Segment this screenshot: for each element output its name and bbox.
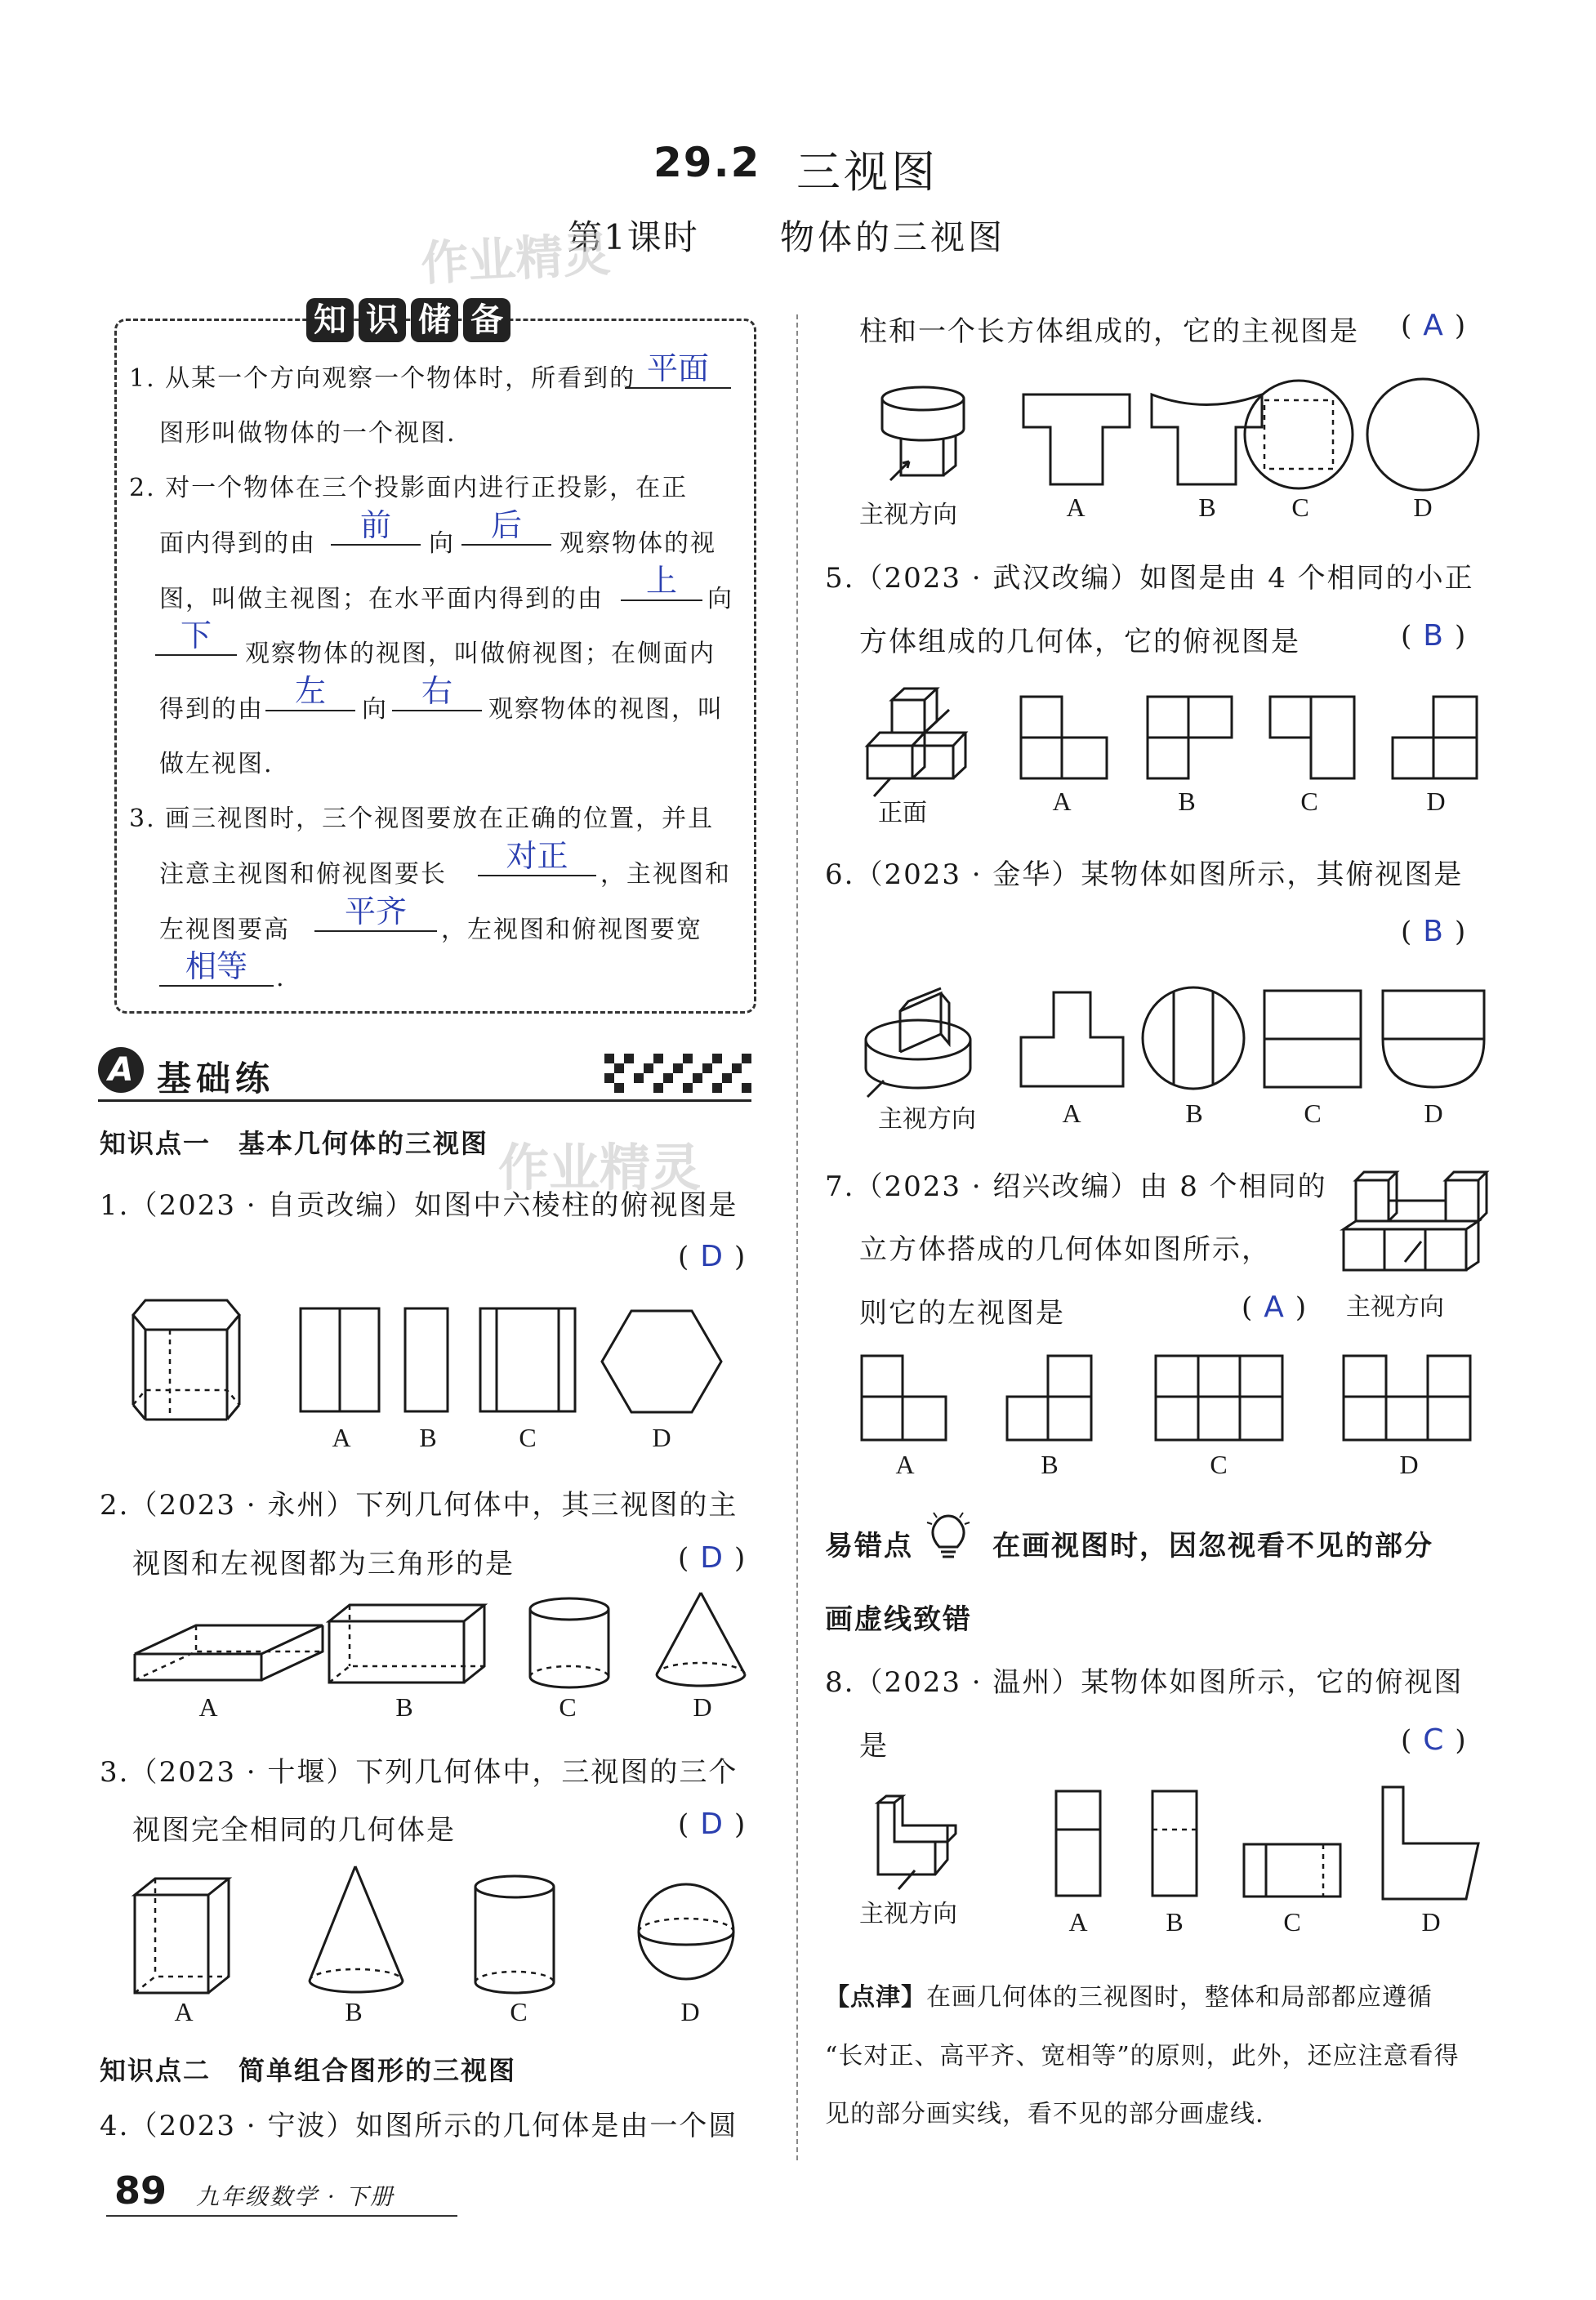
p3-shape-sphere bbox=[637, 1883, 739, 1985]
p5-figure bbox=[859, 682, 974, 805]
p1-label-B: B bbox=[419, 1423, 437, 1452]
p5-option-B bbox=[1144, 693, 1237, 782]
p7-option-C bbox=[1152, 1352, 1286, 1446]
k-q3-line1: 3. 画三视图时，三个视图要放在正确的位置，并且 bbox=[129, 805, 715, 833]
p8-answer-value: C bbox=[1423, 1723, 1446, 1757]
p3-label-D: D bbox=[680, 1997, 700, 2026]
p6-option-C bbox=[1262, 988, 1364, 1090]
p8-text-1: 8.（2023 · 温州）某物体如图所示，它的俯视图 bbox=[825, 1666, 1464, 1699]
p5-text-2: 方体组成的几何体，它的俯视图是 bbox=[859, 626, 1300, 658]
p1-label-A: A bbox=[332, 1423, 351, 1452]
k-q2-line4: 观察物体的视图，叫做俯视图；在侧面内 bbox=[245, 640, 716, 668]
tip-text-1: 在画几何体的三视图时，整体和局部都应遵循 bbox=[926, 1983, 1433, 2012]
lesson-title: 物体的三视图 bbox=[780, 217, 1006, 257]
knowledge-title-char: 备 bbox=[463, 298, 510, 342]
section-number: 29.2 bbox=[653, 139, 761, 186]
k-q2-blank-3: 上 bbox=[621, 562, 702, 601]
p3-shape-cone bbox=[306, 1866, 408, 1997]
k-q2-line3: 图，叫做主视图；在水平面内得到的由 bbox=[159, 585, 604, 613]
p4-label-C: C bbox=[1291, 493, 1309, 522]
p7-option-D bbox=[1340, 1352, 1474, 1446]
k-q3-blank-1: 对正 bbox=[478, 837, 596, 876]
p8-option-B bbox=[1150, 1789, 1199, 1899]
p7-label-B: B bbox=[1041, 1450, 1059, 1479]
k-q2-line5-b: 向 bbox=[362, 695, 388, 724]
p1-option-D bbox=[600, 1311, 723, 1413]
p1-hexprism bbox=[129, 1290, 243, 1433]
k-q2-blank-5: 左 bbox=[265, 672, 355, 711]
p2-text-1: 2.（2023 · 永州）下列几何体中，其三视图的主 bbox=[100, 1489, 738, 1522]
p7-text-2: 立方体搭成的几何体如图所示， bbox=[859, 1233, 1271, 1266]
p6-option-D bbox=[1380, 988, 1487, 1090]
p4-text-2: 柱和一个长方体组成的，它的主视图是 bbox=[859, 315, 1359, 348]
knowledge-title-char: 知 bbox=[306, 298, 354, 342]
p2-label-D: D bbox=[693, 1692, 712, 1722]
p3-answer-value: D bbox=[700, 1807, 724, 1841]
p7-label-C: C bbox=[1210, 1450, 1228, 1479]
p6-main-dir: 主视方向 bbox=[878, 1105, 976, 1134]
p7-answer-value: A bbox=[1264, 1290, 1286, 1324]
p2-text-2: 视图和左视图都为三角形的是 bbox=[132, 1548, 515, 1580]
lightbulb-icon bbox=[927, 1513, 968, 1562]
k-q2-line2-b: 向 bbox=[429, 529, 455, 558]
knowledge-title bbox=[306, 298, 510, 342]
p5-answer: ( B ) bbox=[1401, 619, 1468, 653]
p5-option-D bbox=[1389, 693, 1482, 782]
p7-main-dir: 主视方向 bbox=[1346, 1293, 1444, 1322]
tip-label: 【点津】 bbox=[825, 1983, 926, 2012]
err-text-2: 画虚线致错 bbox=[825, 1603, 972, 1636]
p6-text-1: 6.（2023 · 金华）某物体如图所示，其俯视图是 bbox=[825, 858, 1464, 891]
p5-label-B: B bbox=[1178, 787, 1196, 816]
p3-label-C: C bbox=[510, 1997, 528, 2026]
book-title: 九年级数学 · 下册 bbox=[196, 2183, 395, 2210]
p3-label-B: B bbox=[345, 1997, 363, 2026]
p6-label-C: C bbox=[1304, 1099, 1322, 1128]
p6-answer: ( B ) bbox=[1401, 915, 1468, 948]
p4-text-1: 4.（2023 · 宁波）如图所示的几何体是由一个圆 bbox=[100, 2110, 738, 2142]
p1-option-B bbox=[405, 1308, 451, 1415]
p2-label-C: C bbox=[559, 1692, 577, 1722]
p8-text-2: 是 bbox=[859, 1730, 889, 1763]
p4-option-D bbox=[1364, 377, 1482, 496]
err-text-1: 在画视图时，因忽视看不见的部分 bbox=[992, 1530, 1433, 1562]
p3-shape-cylinder bbox=[472, 1874, 562, 1997]
p4-figure bbox=[878, 384, 968, 490]
k-q3-blank-2: 平齐 bbox=[314, 893, 437, 932]
p5-label-D: D bbox=[1426, 787, 1446, 816]
p5-text-1: 5.（2023 · 武汉改编）如图是由 4 个相同的小正 bbox=[825, 562, 1474, 595]
k-q3-line2-a: 注意主视图和俯视图要长 bbox=[159, 860, 447, 889]
k-q3-end: . bbox=[276, 964, 286, 992]
k-q2-line5-c: 观察物体的视图，叫 bbox=[488, 695, 724, 724]
column-divider bbox=[796, 314, 798, 2160]
p2-shape-cone bbox=[653, 1593, 751, 1691]
p8-answer: ( C ) bbox=[1401, 1723, 1468, 1757]
p6-label-B: B bbox=[1185, 1099, 1203, 1128]
p1-label-D: D bbox=[652, 1423, 671, 1452]
p6-label-D: D bbox=[1424, 1099, 1443, 1128]
p4-answer-value: A bbox=[1423, 309, 1445, 342]
knowledge-title-char: 识 bbox=[359, 298, 406, 342]
p8-main-dir: 主视方向 bbox=[859, 1900, 957, 1928]
kp1-heading: 知识点一 基本几何体的三视图 bbox=[100, 1128, 489, 1159]
p4-label-A: A bbox=[1066, 493, 1086, 522]
page-number: 89 bbox=[114, 2169, 167, 2213]
p8-option-D bbox=[1380, 1785, 1482, 1903]
k-q2-blank-1: 前 bbox=[331, 506, 421, 546]
p5-answer-value: B bbox=[1423, 619, 1445, 653]
basic-badge: A bbox=[98, 1047, 144, 1093]
section-title: 三视图 bbox=[796, 146, 938, 198]
knowledge-title-char: 储 bbox=[411, 298, 458, 342]
p7-text-1: 7.（2023 · 绍兴改编）由 8 个相同的 bbox=[825, 1170, 1327, 1203]
k-q2-line1: 2. 对一个物体在三个投影面内进行正投影，在正 bbox=[129, 474, 689, 502]
p2-answer: ( D ) bbox=[678, 1541, 747, 1575]
p8-option-C bbox=[1242, 1842, 1344, 1901]
p4-label-B: B bbox=[1198, 493, 1216, 522]
p4-label-D: D bbox=[1413, 493, 1433, 522]
lesson-label: 第1课时 bbox=[568, 217, 699, 257]
p8-label-B: B bbox=[1166, 1907, 1184, 1937]
basic-title: 基础练 bbox=[157, 1059, 275, 1099]
p2-answer-value: D bbox=[700, 1541, 724, 1575]
p1-answer-value: D bbox=[700, 1240, 724, 1273]
k-q2-line5-a: 得到的由 bbox=[159, 695, 264, 724]
p1-label-C: C bbox=[519, 1423, 537, 1452]
p8-option-A bbox=[1054, 1789, 1103, 1899]
k-q2-blank-2: 后 bbox=[461, 506, 551, 546]
p1-option-C bbox=[480, 1308, 578, 1415]
p7-answer: ( A ) bbox=[1242, 1290, 1308, 1324]
k-q1-blank: 平面 bbox=[625, 350, 731, 389]
watermark-2: 作业精灵 bbox=[498, 1138, 702, 1197]
k-q3-line3-a: 左视图要高 bbox=[159, 916, 290, 944]
p3-answer: ( D ) bbox=[678, 1807, 747, 1841]
k-q3-line3-b: ，左视图和俯视图要宽 bbox=[441, 916, 702, 944]
p6-figure bbox=[859, 978, 982, 1101]
err-title: 易错点 bbox=[825, 1530, 913, 1562]
k-q3-blank-3: 相等 bbox=[159, 947, 274, 987]
p4-option-A bbox=[1019, 390, 1134, 488]
p3-text-2: 视图完全相同的几何体是 bbox=[132, 1814, 456, 1847]
p1-option-A bbox=[301, 1308, 382, 1415]
footer-underline bbox=[106, 2215, 457, 2217]
p1-text: 1.（2023 · 自贡改编）如图中六棱柱的俯视图是 bbox=[100, 1189, 738, 1222]
p7-option-A bbox=[858, 1352, 952, 1446]
p7-label-D: D bbox=[1399, 1450, 1419, 1479]
p2-shape-flatprism bbox=[131, 1621, 327, 1687]
p5-option-A bbox=[1017, 693, 1115, 782]
tip-line-3: 见的部分画实线，看不见的部分画虚线. bbox=[825, 2100, 1264, 2128]
p8-figure bbox=[874, 1793, 964, 1895]
k-q1-line1: 1. 从某一个方向观察一个物体时，所看到的 bbox=[129, 364, 636, 393]
p2-shape-cylinder bbox=[527, 1597, 617, 1691]
k-q2-line2-a: 面内得到的由 bbox=[159, 529, 316, 558]
p6-answer-value: B bbox=[1423, 915, 1445, 948]
p7-label-A: A bbox=[895, 1450, 915, 1479]
p3-shape-cube bbox=[131, 1874, 233, 1997]
p8-label-A: A bbox=[1068, 1907, 1088, 1937]
watermark: 作业精灵 bbox=[419, 225, 612, 292]
p6-option-B bbox=[1139, 984, 1250, 1094]
tip-line-1 bbox=[825, 1977, 1433, 2012]
p7-figure bbox=[1340, 1160, 1495, 1274]
p3-text-1: 3.（2023 · 十堰）下列几何体中，三视图的三个 bbox=[100, 1756, 738, 1789]
p2-label-A: A bbox=[198, 1692, 218, 1722]
tip-line-2: “长对正、高平齐、宽相等”的原则，此外，还应注意看得 bbox=[825, 2042, 1460, 2070]
p1-answer: ( D ) bbox=[678, 1240, 747, 1273]
k-q2-blank-6: 右 bbox=[392, 672, 482, 711]
k-q2-blank-4: 下 bbox=[155, 617, 237, 656]
p5-label-C: C bbox=[1300, 787, 1318, 816]
k-q3-line2-b: ，主视图和 bbox=[600, 860, 731, 889]
p5-option-C bbox=[1266, 693, 1360, 782]
p7-text-3: 则它的左视图是 bbox=[859, 1297, 1065, 1330]
basic-title-underline bbox=[98, 1099, 751, 1102]
p8-label-C: C bbox=[1283, 1907, 1301, 1937]
p3-label-A: A bbox=[174, 1997, 194, 2026]
p6-label-A: A bbox=[1062, 1099, 1081, 1128]
kp2-heading: 知识点二 简单组合图形的三视图 bbox=[100, 2055, 517, 2086]
p4-main-dir: 主视方向 bbox=[859, 501, 957, 529]
k-q2-line3-b: 向 bbox=[707, 585, 733, 613]
checker-decoration bbox=[604, 1054, 751, 1096]
k-q1-line2: 图形叫做物体的一个视图. bbox=[159, 419, 457, 448]
p5-front: 正面 bbox=[878, 799, 927, 827]
p5-label-A: A bbox=[1052, 787, 1072, 816]
p6-option-A bbox=[1017, 988, 1127, 1090]
p2-shape-box bbox=[325, 1601, 488, 1687]
p8-label-D: D bbox=[1421, 1907, 1441, 1937]
k-q2-line6: 做左视图. bbox=[159, 750, 274, 778]
p4-answer: ( A ) bbox=[1401, 309, 1468, 342]
p2-label-B: B bbox=[395, 1692, 413, 1722]
p7-option-B bbox=[1003, 1352, 1097, 1446]
p4-option-C bbox=[1242, 377, 1360, 496]
k-q2-line2-c: 观察物体的视 bbox=[559, 529, 716, 558]
